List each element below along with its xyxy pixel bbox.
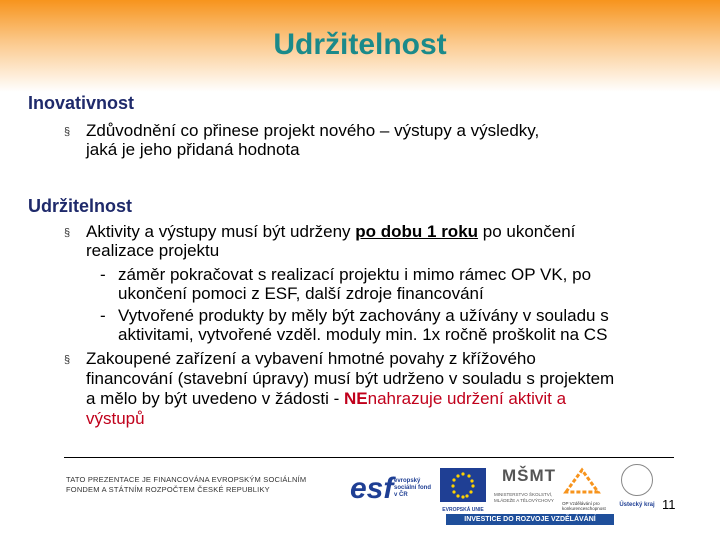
msmt-logo: MŠMT MINISTERSTVO ŠKOLSTVÍ, MLÁDEŽE A TĚLOVÝCHOVY [494,466,557,503]
op-vk-logo: OP Vzdělávání pro konkurenceschopnost [562,466,614,512]
page-number: 11 [662,497,676,512]
dash-marker: - [100,306,106,325]
emphasis-text: nahrazuje udržení aktivit a [367,389,567,408]
bullet-text-line: a mělo by být uvedeno v žádosti - NEnahrazuje udržení aktivit a [86,389,567,408]
sub-item-text-line: záměr pokračovat s realizací projektu i mimo rámec OP VK, po [118,265,592,284]
section-heading-udrzitelnost: Udržitelnost [28,196,133,216]
footer-divider [64,457,674,458]
bullet-marker: § [64,126,71,138]
emphasis-ne: NE [343,389,368,408]
bullet-marker: § [64,227,71,239]
eu-flag-icon [440,468,486,502]
region-emblem-icon [621,464,653,496]
bullet-text-line: financování (stavební úpravy) musí být udrženo v souladu s projektem [86,369,615,388]
sub-item-text-line: Vytvořené produkty by měly být zachovány a užívány v souladu s [118,306,609,325]
underlined-duration: po dobu 1 roku [355,222,479,241]
bullet-marker: § [64,354,71,366]
op-vk-icon [562,466,602,496]
eu-flag-logo: EVROPSKÁ UNIE [440,468,488,512]
ustecky-kraj-logo: Ústecký kraj [618,464,656,512]
investice-banner: INVESTICE DO ROZVOJE VZDĚLÁVÁNÍ [446,514,614,525]
dash-marker: - [100,265,106,284]
sub-item-text-line: aktivitami, vytvořené vzděl. moduly min. 1x ročně proškolit na CS [118,325,608,344]
bullet-text-line: výstupů [86,409,145,428]
bullet-text-line: Zdůvodnění co přinese projekt nového – výstupy a výsledky, [86,121,540,140]
esf-logo: esf evropský sociální fond v ČR [350,472,432,505]
bullet-text-line: jaká je jeho přidaná hodnota [86,140,300,159]
bullet-text-line: Zakoupené zařízení a vybavení hmotné povahy z křížového [86,349,536,368]
section-heading-inovativnost: Inovativnost [28,93,135,113]
footer-disclaimer: TATO PREZENTACE JE FINANCOVÁNA EVROPSKÝM SOCIÁLNÍM FONDEM A STÁTNÍM ROZPOČTEM ČESKÉ REPUBLIKY [66,475,307,494]
bullet-text-line: Aktivity a výstupy musí být udrženy po dobu 1 roku po ukončení [86,222,576,241]
sub-item-text-line: ukončení pomoci z ESF, další zdroje financování [118,284,484,303]
slide-title: Udržitelnost [273,28,447,61]
bullet-text-line: realizace projektu [86,241,220,260]
